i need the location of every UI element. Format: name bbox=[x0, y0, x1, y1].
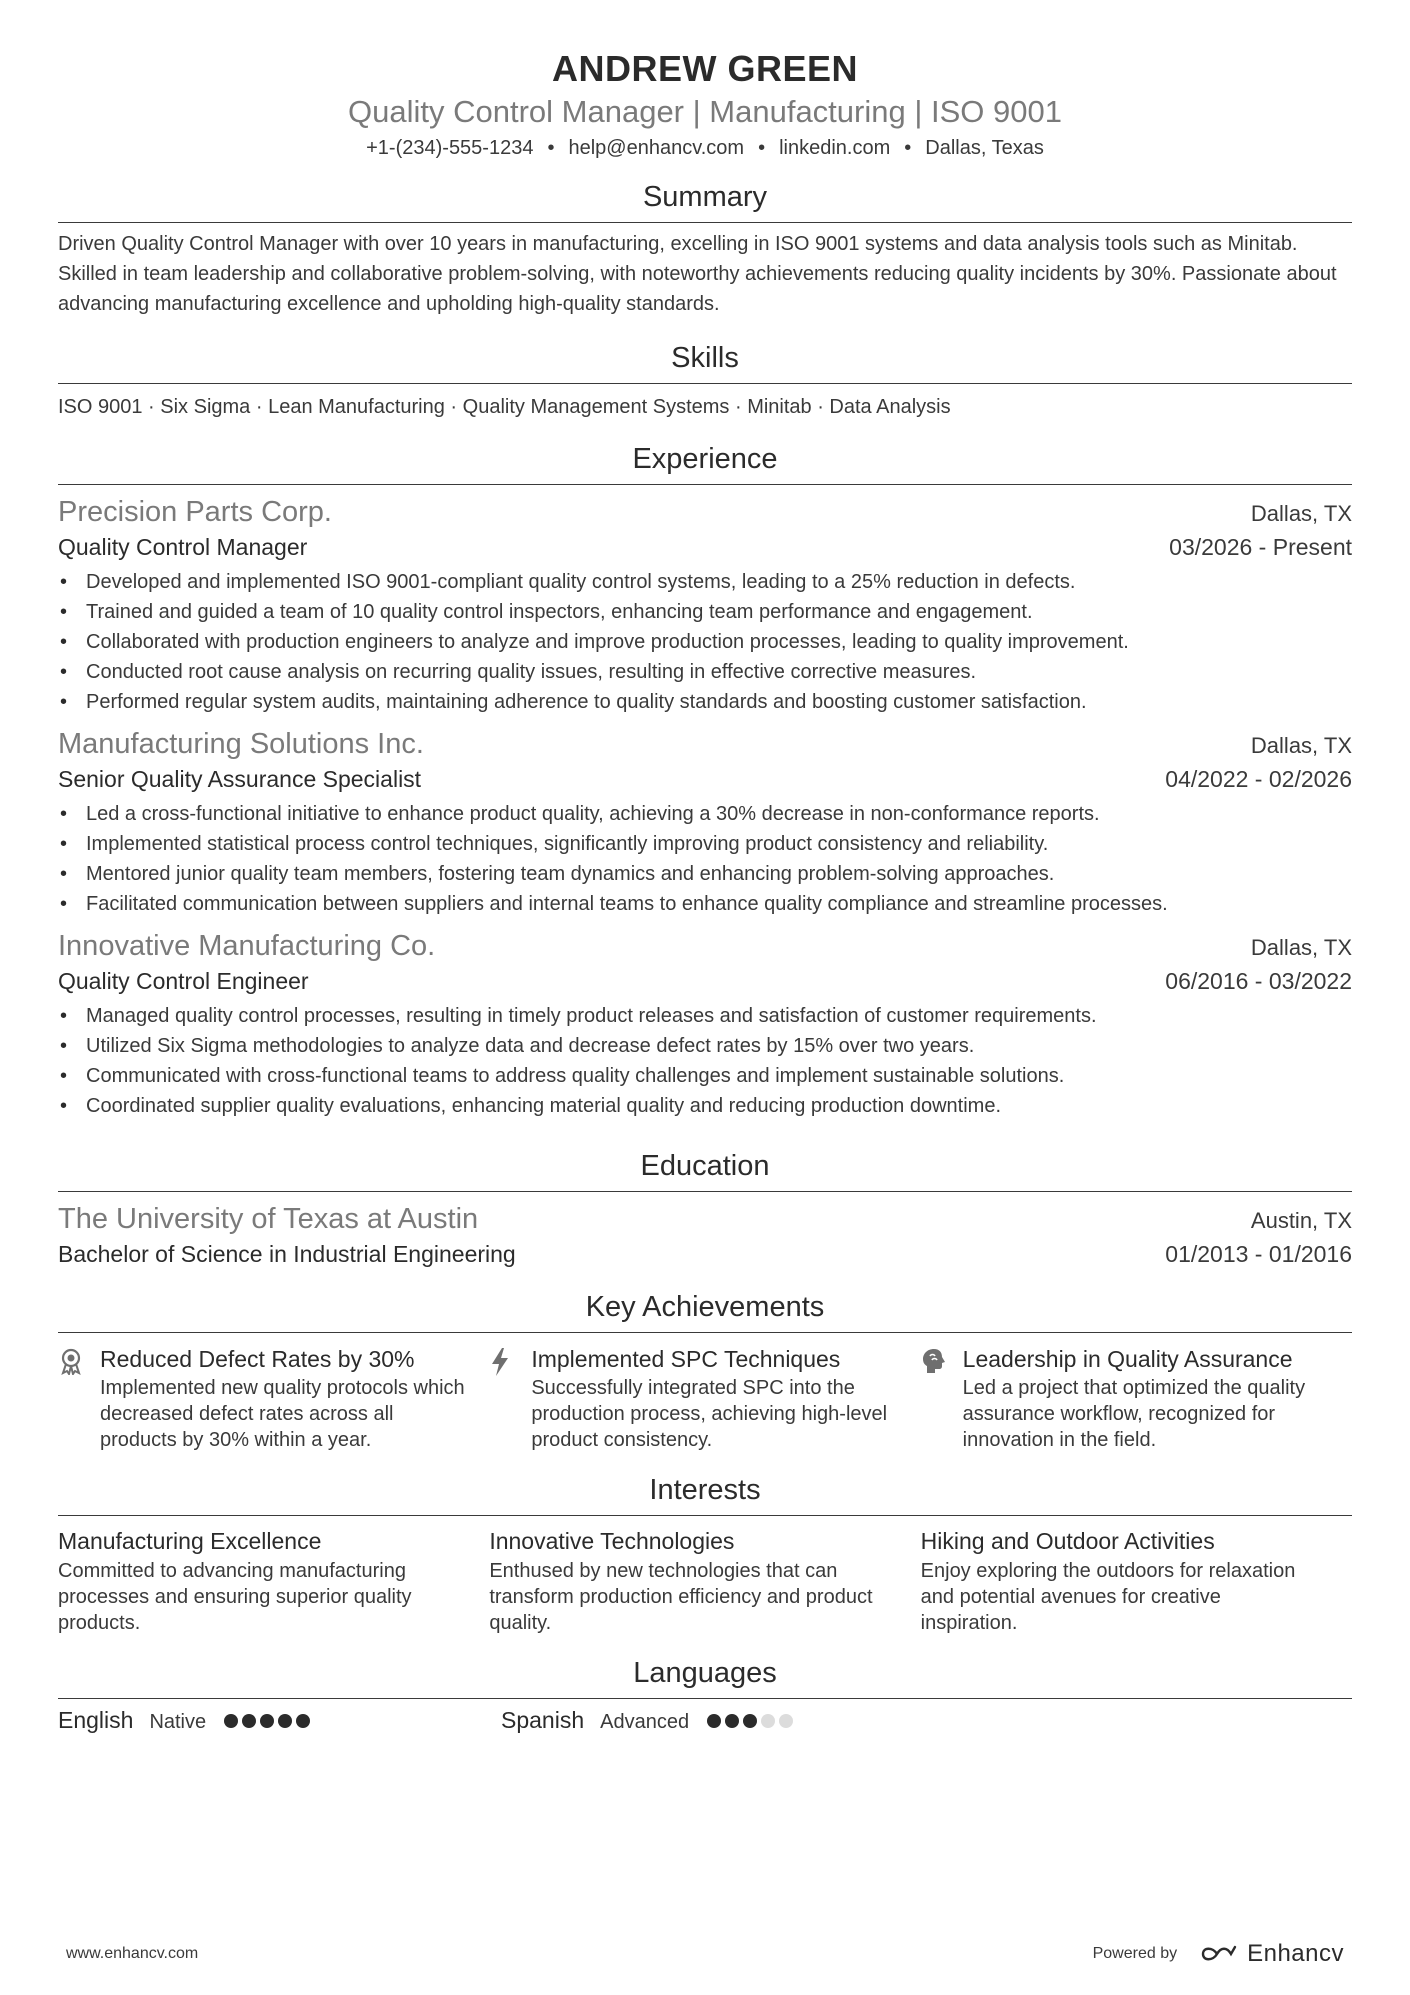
achievement-title: Implemented SPC Techniques bbox=[531, 1346, 841, 1372]
education-entry bbox=[58, 1200, 1352, 1270]
job-bullets bbox=[58, 567, 1352, 717]
languages-section bbox=[58, 1656, 1352, 1734]
page-footer bbox=[66, 1940, 1344, 1968]
website-link[interactable]: www.enhancv.com bbox=[66, 1945, 199, 1962]
candidate-name: ANDREW GREEN bbox=[551, 48, 858, 89]
award-icon bbox=[58, 1343, 100, 1453]
job-location: Dallas, TX bbox=[1250, 935, 1352, 960]
education-title: Education bbox=[58, 1149, 1352, 1192]
achievement-desc: Led a project that optimized the quality assurance workflow, recognized for innovation in the field. bbox=[962, 1377, 1306, 1451]
languages-title: Languages bbox=[58, 1656, 1352, 1699]
job-dates: 04/2022 - 02/2026 bbox=[1165, 766, 1352, 792]
education-dates: 01/2013 - 01/2016 bbox=[1165, 1241, 1352, 1267]
interest-title: Manufacturing Excellence bbox=[58, 1528, 322, 1554]
contact-info bbox=[58, 134, 1352, 162]
summary-section bbox=[58, 180, 1352, 319]
education-section bbox=[58, 1149, 1352, 1270]
experience-section bbox=[58, 442, 1352, 1121]
achievement-title: Leadership in Quality Assurance bbox=[962, 1346, 1293, 1372]
language-item bbox=[58, 1707, 501, 1734]
bullet-item: • Led a cross-functional initiative to enhance product quality, achieving a 30% decrease in non-conformance reports. bbox=[58, 799, 1352, 829]
interest-desc: Enthused by new technologies that can transform production efficiency and product quality. bbox=[489, 1560, 873, 1634]
interests-section bbox=[58, 1473, 1352, 1636]
achievement-desc: Implemented new quality protocols which decreased defect rates across all products by 30% within a year. bbox=[100, 1377, 465, 1451]
skills-title: Skills bbox=[58, 341, 1352, 384]
summary-text: Driven Quality Control Manager with over 10 years in manufacturing, excelling in ISO 9001 systems and data analysis tools such as Minitab. Skilled in team leadership and collaborative problem-solving, with noteworthy achievements reducing quality incidents by 30%. Passionate about advancing manufacturing excellence and upholding high-quality standards. bbox=[58, 233, 1337, 315]
interest-title: Innovative Technologies bbox=[489, 1528, 735, 1554]
bullet-item: • Developed and implemented ISO 9001-compliant quality control systems, leading to a 25% reduction in defects. bbox=[58, 567, 1352, 597]
bullet-item: • Facilitated communication between suppliers and internal teams to enhance quality compliance and streamline processes. bbox=[58, 889, 1352, 919]
bullet-item: • Performed regular system audits, maintaining adherence to quality standards and boosting customer satisfaction. bbox=[58, 687, 1352, 717]
rating-dot bbox=[761, 1714, 775, 1728]
job-role: Senior Quality Assurance Specialist bbox=[58, 766, 422, 792]
job-entry bbox=[58, 493, 1352, 717]
job-entry bbox=[58, 927, 1352, 1121]
job-role: Quality Control Manager bbox=[58, 534, 308, 560]
separator-dot: • bbox=[758, 137, 766, 159]
interest-desc: Committed to advancing manufacturing processes and ensuring superior quality products. bbox=[58, 1560, 412, 1634]
interest-title: Hiking and Outdoor Activities bbox=[920, 1528, 1215, 1554]
achievements-grid bbox=[58, 1343, 1352, 1453]
job-dates: 03/2026 - Present bbox=[1169, 534, 1352, 560]
achievement-item bbox=[921, 1343, 1352, 1453]
email-link[interactable]: help@enhancv.com bbox=[568, 137, 745, 159]
skills-section bbox=[58, 341, 1352, 422]
rating-dot bbox=[707, 1714, 721, 1728]
achievement-title: Reduced Defect Rates by 30% bbox=[100, 1346, 415, 1372]
resume-header bbox=[58, 0, 1352, 162]
interest-item bbox=[58, 1524, 489, 1636]
language-name: Spanish bbox=[501, 1707, 585, 1733]
rating-dot bbox=[779, 1714, 793, 1728]
bullet-item: • Utilized Six Sigma methodologies to analyze data and decrease defect rates by 15% over two years. bbox=[58, 1031, 1352, 1061]
interest-item bbox=[489, 1524, 920, 1636]
job-entry bbox=[58, 725, 1352, 919]
interests-grid bbox=[58, 1524, 1352, 1636]
language-name: English bbox=[58, 1707, 134, 1733]
language-level: Native bbox=[149, 1711, 207, 1733]
rating-dot bbox=[296, 1714, 310, 1728]
summary-title: Summary bbox=[58, 180, 1352, 223]
interest-item bbox=[921, 1524, 1352, 1636]
job-dates: 06/2016 - 03/2022 bbox=[1165, 968, 1352, 994]
interest-desc: Enjoy exploring the outdoors for relaxation and potential avenues for creative inspiration. bbox=[920, 1560, 1296, 1634]
experience-title: Experience bbox=[58, 442, 1352, 485]
enhancv-logo-icon bbox=[1199, 1943, 1239, 1965]
linkedin-link[interactable]: linkedin.com bbox=[779, 137, 891, 159]
brain-icon bbox=[921, 1343, 963, 1453]
bullet-item: • Collaborated with production engineers to analyze and improve production processes, leading to quality improvement. bbox=[58, 627, 1352, 657]
language-rating bbox=[707, 1714, 793, 1728]
bullet-item: • Coordinated supplier quality evaluations, enhancing material quality and reducing production downtime. bbox=[58, 1091, 1352, 1121]
company-name: Manufacturing Solutions Inc. bbox=[58, 728, 424, 760]
bullet-item: • Trained and guided a team of 10 quality control inspectors, enhancing team performance and engagement. bbox=[58, 597, 1352, 627]
powered-by-label: Powered by bbox=[1092, 1945, 1178, 1962]
interests-title: Interests bbox=[58, 1473, 1352, 1516]
achievement-item bbox=[489, 1343, 920, 1453]
language-rating bbox=[224, 1714, 310, 1728]
achievement-item bbox=[58, 1343, 489, 1453]
language-level: Advanced bbox=[600, 1711, 690, 1733]
bullet-item: • Managed quality control processes, resulting in timely product releases and satisfaction of customer requirements. bbox=[58, 1001, 1352, 1031]
bullet-item: • Implemented statistical process control techniques, significantly improving product consistency and reliability. bbox=[58, 829, 1352, 859]
rating-dot bbox=[743, 1714, 757, 1728]
candidate-headline: Quality Control Manager | Manufacturing | ISO 9001 bbox=[348, 94, 1062, 129]
achievement-desc: Successfully integrated SPC into the production process, achieving high-level product consistency. bbox=[531, 1377, 888, 1451]
company-name: Innovative Manufacturing Co. bbox=[58, 930, 436, 962]
brand-name: Enhancv bbox=[1247, 1940, 1344, 1967]
rating-dot bbox=[242, 1714, 256, 1728]
phone: +1-(234)-555-1234 bbox=[366, 137, 534, 159]
lightning-icon bbox=[489, 1343, 531, 1453]
skills-list: ISO 9001 · Six Sigma · Lean Manufacturing · Quality Management Systems · Minitab · Data Analysis bbox=[58, 396, 951, 418]
degree: Bachelor of Science in Industrial Engineering bbox=[58, 1241, 516, 1267]
rating-dot bbox=[260, 1714, 274, 1728]
achievements-title: Key Achievements bbox=[58, 1290, 1352, 1333]
languages-grid bbox=[58, 1707, 1352, 1734]
rating-dot bbox=[278, 1714, 292, 1728]
company-name: Precision Parts Corp. bbox=[58, 496, 332, 528]
bullet-item: • Conducted root cause analysis on recurring quality issues, resulting in effective corrective measures. bbox=[58, 657, 1352, 687]
powered-by bbox=[1093, 1940, 1344, 1968]
job-location: Dallas, TX bbox=[1250, 733, 1352, 758]
bullet-item: • Mentored junior quality team members, fostering team dynamics and enhancing problem-solving approaches. bbox=[58, 859, 1352, 889]
bullet-item: • Communicated with cross-functional teams to address quality challenges and implement sustainable solutions. bbox=[58, 1061, 1352, 1091]
rating-dot bbox=[725, 1714, 739, 1728]
school-name: The University of Texas at Austin bbox=[58, 1203, 479, 1235]
location: Dallas, Texas bbox=[925, 137, 1044, 159]
separator-dot: • bbox=[904, 137, 912, 159]
job-bullets bbox=[58, 799, 1352, 919]
achievements-section bbox=[58, 1290, 1352, 1453]
school-location: Austin, TX bbox=[1250, 1208, 1352, 1233]
separator-dot: • bbox=[547, 137, 555, 159]
job-location: Dallas, TX bbox=[1250, 501, 1352, 526]
rating-dot bbox=[224, 1714, 238, 1728]
job-bullets bbox=[58, 1001, 1352, 1121]
language-item bbox=[501, 1707, 944, 1734]
job-role: Quality Control Engineer bbox=[58, 968, 309, 994]
